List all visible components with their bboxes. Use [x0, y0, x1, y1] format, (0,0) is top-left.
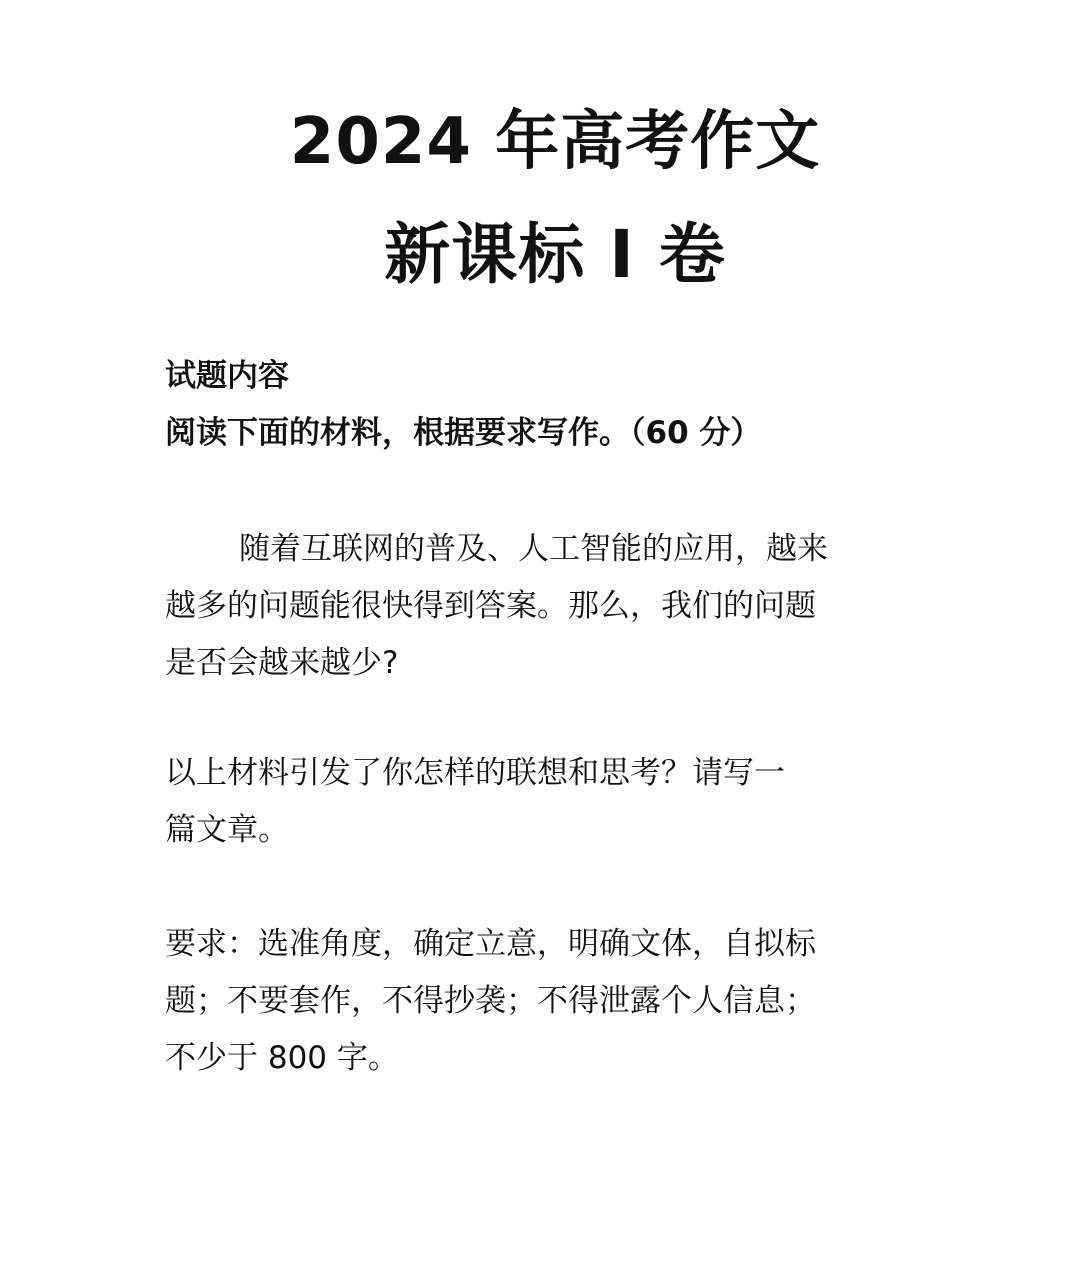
question-section	[165, 348, 925, 462]
requirements-paragraph	[165, 916, 925, 1087]
material-line: 是否会越来越少?	[165, 645, 399, 681]
document-subtitle: 新课标 I 卷	[384, 216, 726, 293]
prompt-paragraph	[165, 745, 925, 859]
section-heading: 试题内容	[165, 358, 289, 394]
requirements-line: 不少于 800 字。	[165, 1040, 399, 1076]
material-line: 随着互联网的普及、人工智能的应用，越来	[239, 531, 828, 567]
prompt-line: 以上材料引发了你怎样的联想和思考？请写一	[165, 755, 785, 791]
material-line: 越多的问题能很快得到答案。那么，我们的问题	[165, 588, 816, 624]
requirements-line: 要求：选准角度，确定立意，明确文体，自拟标	[165, 926, 816, 962]
writing-instruction: 阅读下面的材料，根据要求写作。（60 分）	[165, 415, 762, 451]
requirements-line: 题；不要套作，不得抄袭；不得泄露个人信息；	[165, 983, 816, 1019]
document-title: 2024 年高考作文	[289, 105, 821, 179]
prompt-line: 篇文章。	[165, 812, 289, 848]
material-paragraph	[165, 521, 925, 692]
